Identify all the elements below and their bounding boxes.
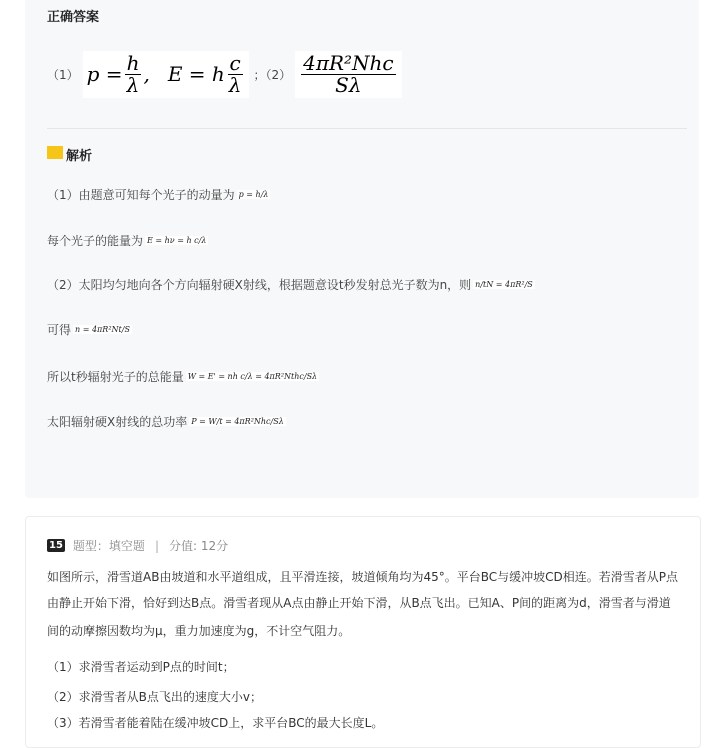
question-header [47,537,228,554]
analysis-marker [47,146,63,159]
inline-formula: P = W/t = 4πR²Nhc/Sλ [191,417,284,426]
analysis-line: 可得 n = 4πR²Nt/S [47,323,130,337]
answer-formula-line [47,44,402,104]
inline-formula: p = h/λ [238,190,269,199]
question-number-badge: 15 [49,540,63,551]
formula-power: $\frac{\text{4πR²Nhc}}{S\lambda}$ [295,51,402,98]
analysis-line: 所以t秒辐射光子的总能量 W = E' = nh c/λ = 4πR²Nthc/Sλ [47,370,318,384]
inline-formula: E = hν = h c/λ [147,236,207,245]
analysis-line: 太阳辐射硬X射线的总功率 P = W/t = 4πR²Nhc/Sλ [47,415,284,429]
answer-card [25,0,699,498]
analysis-line: （2）太阳均匀地向各个方向辐射硬X射线，根据题意设t秒发射总光子数为n，则 n/tN = 4πR²/S [47,278,533,292]
analysis-line: （1）由题意可知每个光子的动量为 p = h/λ [47,188,269,202]
divider [47,128,687,129]
question-type: 题型：填空题 [72,539,145,553]
inline-formula: n/tN = 4πR²/S [475,280,533,289]
question-card [25,516,701,748]
analysis-line: 每个光子的能量为 E = hν = h c/λ [47,234,207,248]
sub-question: （3）若滑雪者能着陆在缓冲坡CD上，求平台BC的最大长度L。 [47,716,384,730]
question-stem-line: 如图所示，滑雪道AB由坡道和水平道组成，且平滑连接，坡道倾角均为45°。平台BC与缓冲坡CD相连。若滑雪者从P点 [47,570,678,584]
sub-question: （2）求滑雪者从B点飞出的速度大小v； [47,690,262,704]
answer-title: 正确答案 [47,10,100,25]
sub-question: （1）求滑雪者运动到P点的时间t； [47,660,235,674]
formula-momentum: p = $\frac{h}{\lambda}$ , E = h $\frac{c}{\lambda}$ [83,51,250,98]
analysis-title: 解析 [66,149,93,164]
answer-part2-label: ；（2） [253,67,292,82]
inline-formula: W = E' = nh c/λ = 4πR²Nthc/Sλ [187,372,318,381]
question-stem-line: 由静止开始下滑，恰好到达B点。滑雪者现从A点由静止开始下滑，从B点飞出。已知A、P间的距离为d，滑雪者与滑道 [47,596,671,610]
question-stem-line: 间的动摩擦因数均为μ，重力加速度为g，不计空气阻力。 [47,624,351,638]
answer-part1-label: （1） [47,67,79,82]
header-separator: | [154,538,159,553]
inline-formula: n = 4πR²Nt/S [75,325,130,334]
question-score: 分值: 12分 [168,539,229,553]
